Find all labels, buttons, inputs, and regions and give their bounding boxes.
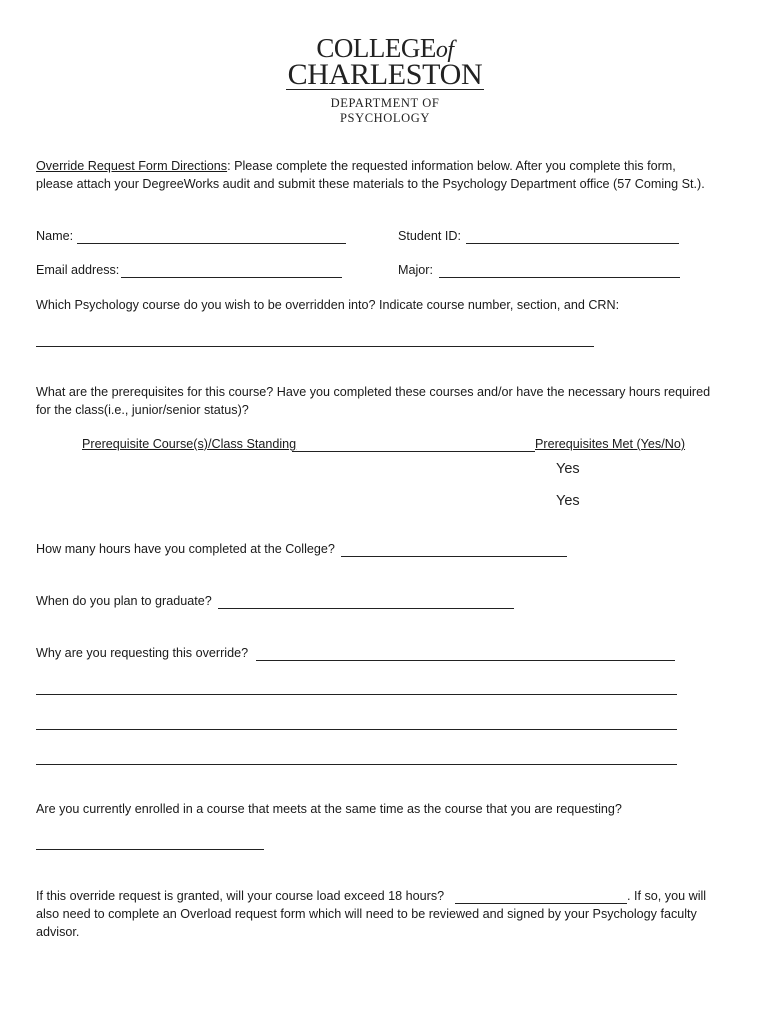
prereq-header-rule — [292, 451, 535, 452]
logo-charleston: CHARLESTON — [287, 58, 483, 91]
major-field[interactable] — [439, 277, 680, 278]
logo-college: COLLEGEof — [316, 33, 454, 63]
graduate-question: When do you plan to graduate? — [36, 594, 212, 608]
name-field[interactable] — [77, 243, 346, 244]
conflict-question: Are you currently enrolled in a course that meets at the same time as the course that you are requesting? — [36, 802, 622, 816]
college-logo — [286, 34, 484, 126]
email-label: Email address: — [36, 263, 120, 277]
overload-answer-field[interactable] — [455, 903, 627, 904]
prereq-answer-2[interactable]: Yes — [556, 493, 580, 509]
course-question: Which Psychology course do you wish to be overridden into? Indicate course number, section, and CRN: — [36, 298, 620, 312]
prereq-question-line-2: for the class(i.e., junior/senior status)? — [36, 403, 249, 417]
reason-field-1[interactable] — [256, 660, 675, 661]
name-label: Name: — [36, 229, 74, 243]
hours-question: How many hours have you completed at the College? — [36, 542, 335, 556]
hours-field[interactable] — [341, 556, 567, 557]
email-field[interactable] — [121, 277, 342, 278]
prereq-col1-header: Prerequisite Course(s)/Class Standing — [82, 437, 297, 451]
overload-line-2: also need to complete an Overload request form which will need to be reviewed and signed by your Psychology faculty — [36, 907, 697, 921]
reason-field-2[interactable] — [36, 694, 677, 695]
overload-question-b: . If so, you will — [627, 889, 707, 903]
overload-question-a: If this override request is granted, will your course load exceed 18 hours? — [36, 889, 445, 903]
overload-line-3: advisor. — [36, 925, 80, 939]
prereq-answer-1[interactable]: Yes — [556, 461, 580, 477]
department-name — [286, 96, 484, 126]
logo-of: of — [435, 37, 454, 63]
directions-line-1: Override Request Form Directions: Please complete the requested information below. After you complete this form, — [36, 159, 676, 173]
directions-heading: Override Request Form Directions — [36, 159, 228, 173]
reason-question: Why are you requesting this override? — [36, 646, 249, 660]
reason-field-3[interactable] — [36, 729, 677, 730]
department-line-2: PSYCHOLOGY — [339, 111, 431, 125]
student-id-field[interactable] — [466, 243, 679, 244]
directions-line-2: please attach your DegreeWorks audit and submit these materials to the Psychology Department office (57 Coming St.). — [36, 177, 705, 191]
logo-rule — [286, 89, 484, 90]
course-answer-field[interactable] — [36, 346, 594, 347]
reason-field-4[interactable] — [36, 764, 677, 765]
major-label: Major: — [398, 263, 433, 277]
graduate-field[interactable] — [218, 608, 514, 609]
prereq-col2-header: Prerequisites Met (Yes/No) — [535, 437, 686, 451]
prereq-question-line-1: What are the prerequisites for this course? Have you completed these courses and/or have the necessary hours required — [36, 385, 711, 399]
department-line-1: DEPARTMENT OF — [330, 96, 440, 110]
student-id-label: Student ID: — [398, 229, 462, 243]
conflict-answer-field[interactable] — [36, 849, 264, 850]
